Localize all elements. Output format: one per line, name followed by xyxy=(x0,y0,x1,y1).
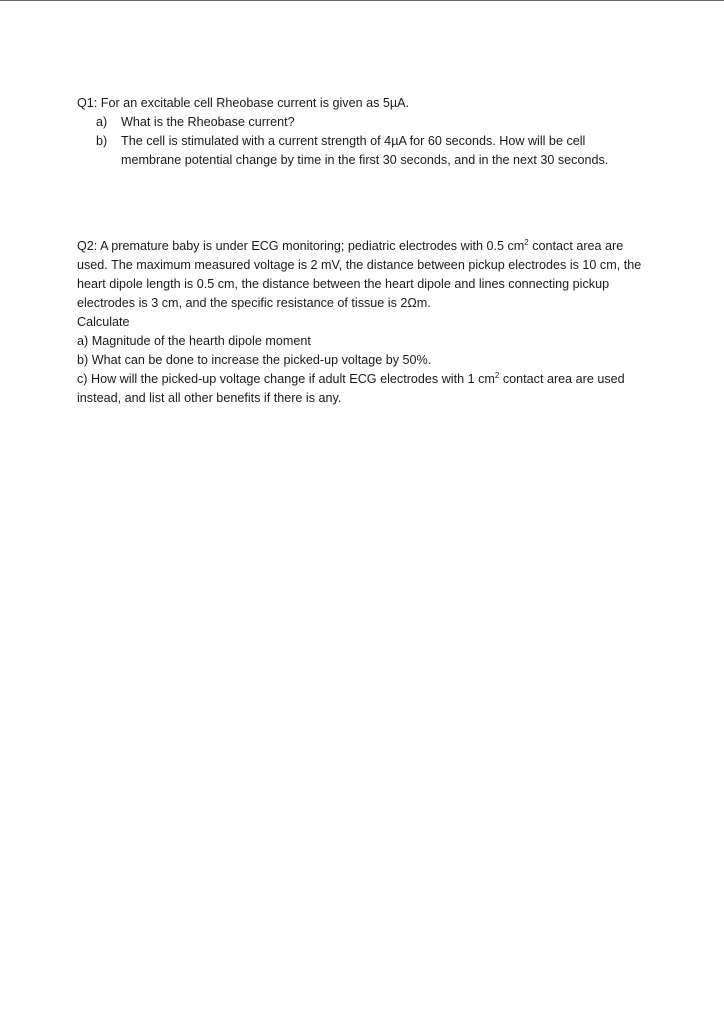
question-1-part-b xyxy=(77,132,657,170)
calculate-label: Calculate xyxy=(77,315,130,329)
superscript-2: 2 xyxy=(494,371,500,380)
question-2-part-c xyxy=(77,370,657,408)
part-b-text: The cell is stimulated with a current strength of 4µA for 60 seconds. How will be cell membrane potential change by time in the first 30 seconds, and in the next 30 seconds. xyxy=(121,134,609,167)
question-2-part-b: b) What can be done to increase the picked-up voltage by 50%. xyxy=(77,353,432,367)
question-1-part-a xyxy=(77,113,657,132)
question-1-stem: Q1: For an excitable cell Rheobase current is given as 5µA. xyxy=(77,96,410,110)
question-1 xyxy=(77,94,657,170)
question-2-stem-end: contact area are used. The maximum measured voltage is 2 mV, the distance between pickup electrodes is 10 cm, the heart dipole length is 0.5 cm, the distance between the heart dipole and lines connecting pickup electrodes is 3 cm, and the specific resistance of tissue is 2Ωm. xyxy=(77,239,642,310)
part-c-end: contact area are used instead, and list all other benefits if there is any. xyxy=(77,372,625,405)
question-2-stem-start: Q2: A premature baby is under ECG monitoring; pediatric electrodes with 0.5 cm xyxy=(77,239,525,253)
question-2-part-a: a) Magnitude of the hearth dipole moment xyxy=(77,334,311,348)
part-a-marker: a) xyxy=(96,115,108,129)
question-2 xyxy=(77,237,657,408)
superscript-2: 2 xyxy=(524,238,529,247)
part-c-start: c) How will the picked-up voltage change if adult ECG electrodes with 1 cm xyxy=(77,372,495,386)
part-b-marker: b) xyxy=(96,134,108,148)
part-a-text: What is the Rheobase current? xyxy=(121,115,295,129)
question-2-stem xyxy=(77,237,657,313)
